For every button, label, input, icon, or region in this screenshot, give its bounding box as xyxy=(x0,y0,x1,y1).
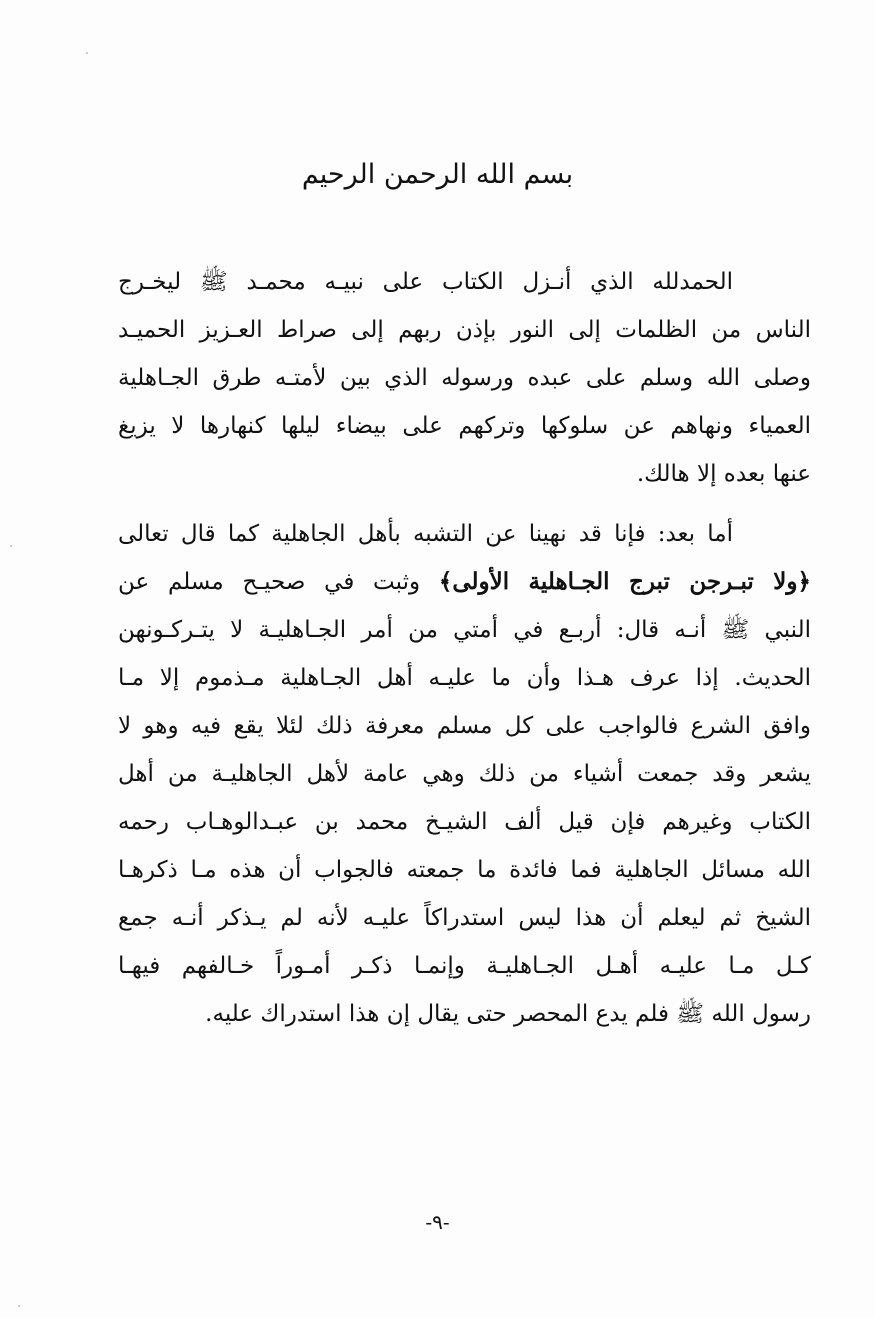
paragraph-line: الحديث. إذا عرف هـذا وأن ما عليـه أهل الجـاهلية مـذموم إلا مـا xyxy=(118,665,811,691)
quran-verse: ﴿ولا تبـرجن تبرج الجـاهلية الأولى﴾ xyxy=(438,568,811,595)
basmala-heading: بسم الله الرحمن الرحيم xyxy=(301,159,574,190)
paragraph-main xyxy=(118,510,811,1038)
paragraph-line-with-verse xyxy=(118,558,811,606)
scan-speck xyxy=(86,52,88,54)
paragraph-introduction xyxy=(118,258,811,498)
paragraph-line: النبي ﷺ أنـه قال: أربـع في أمتي من أمر الجـاهليـة لا يتـركـونهن xyxy=(118,617,811,643)
paragraph-line: عنها بعده إلا هالك. xyxy=(636,461,811,487)
paragraph-line: العمياء ونهاهم عن سلوكها وتركهم على بيضاء ليلها كنهارها لا يزيغ xyxy=(118,413,811,439)
scan-speck xyxy=(10,545,12,547)
paragraph-line: وصلى الله وسلم على عبده ورسوله الذي بين لأمتـه طرق الجـاهلية xyxy=(118,365,811,391)
scan-speck xyxy=(18,1305,20,1307)
page-number: -٩- xyxy=(425,1210,450,1234)
paragraph-line: الناس من الظلمات إلى النور بإذن ربهم إلى صراط العـزيز الحميـد xyxy=(118,317,811,343)
paragraph-line: الله مسائل الجاهلية فما فائدة ما جمعته فالجواب أن هذه مـا ذكرهـا xyxy=(118,857,811,883)
paragraph-line: وافق الشرع فالواجب على كل مسلم معرفة ذلك لئلا يقع فيه وهو لا xyxy=(118,713,811,739)
paragraph-line: الحمدلله الذي أنـزل الكتاب على نبيـه محمـد ﷺ ليخـرج xyxy=(118,269,733,295)
paragraph-line: الشيخ ثم ليعلم أن هذا ليس استدراكاً عليـه لأنه لم يـذكر أنـه جمع xyxy=(118,905,811,931)
paragraph-line: رسول الله ﷺ فلم يدع المحصر حتى يقال إن هذا استدراك عليه. xyxy=(205,1001,811,1027)
paragraph-line: يشعر وقد جمعت أشياء من ذلك وهي عامة لأهل الجاهليـة من أهل xyxy=(118,761,811,787)
paragraph-line: أما بعد: فإنا قد نهينا عن التشبه بأهل الجاهلية كما قال تعالى xyxy=(118,521,733,547)
verse-continuation: وثبت في صحيـح مسلم عن xyxy=(118,569,439,595)
paragraph-line: الكتاب وغيرهم فإن قيل ألف الشيـخ محمد بن عبـدالوهـاب رحمه xyxy=(118,809,811,835)
paragraph-line: كـل مـا عليـه أهـل الجـاهليـة وإنمـا ذكـر أمـوراً خـالفهم فيهـا xyxy=(118,953,811,979)
